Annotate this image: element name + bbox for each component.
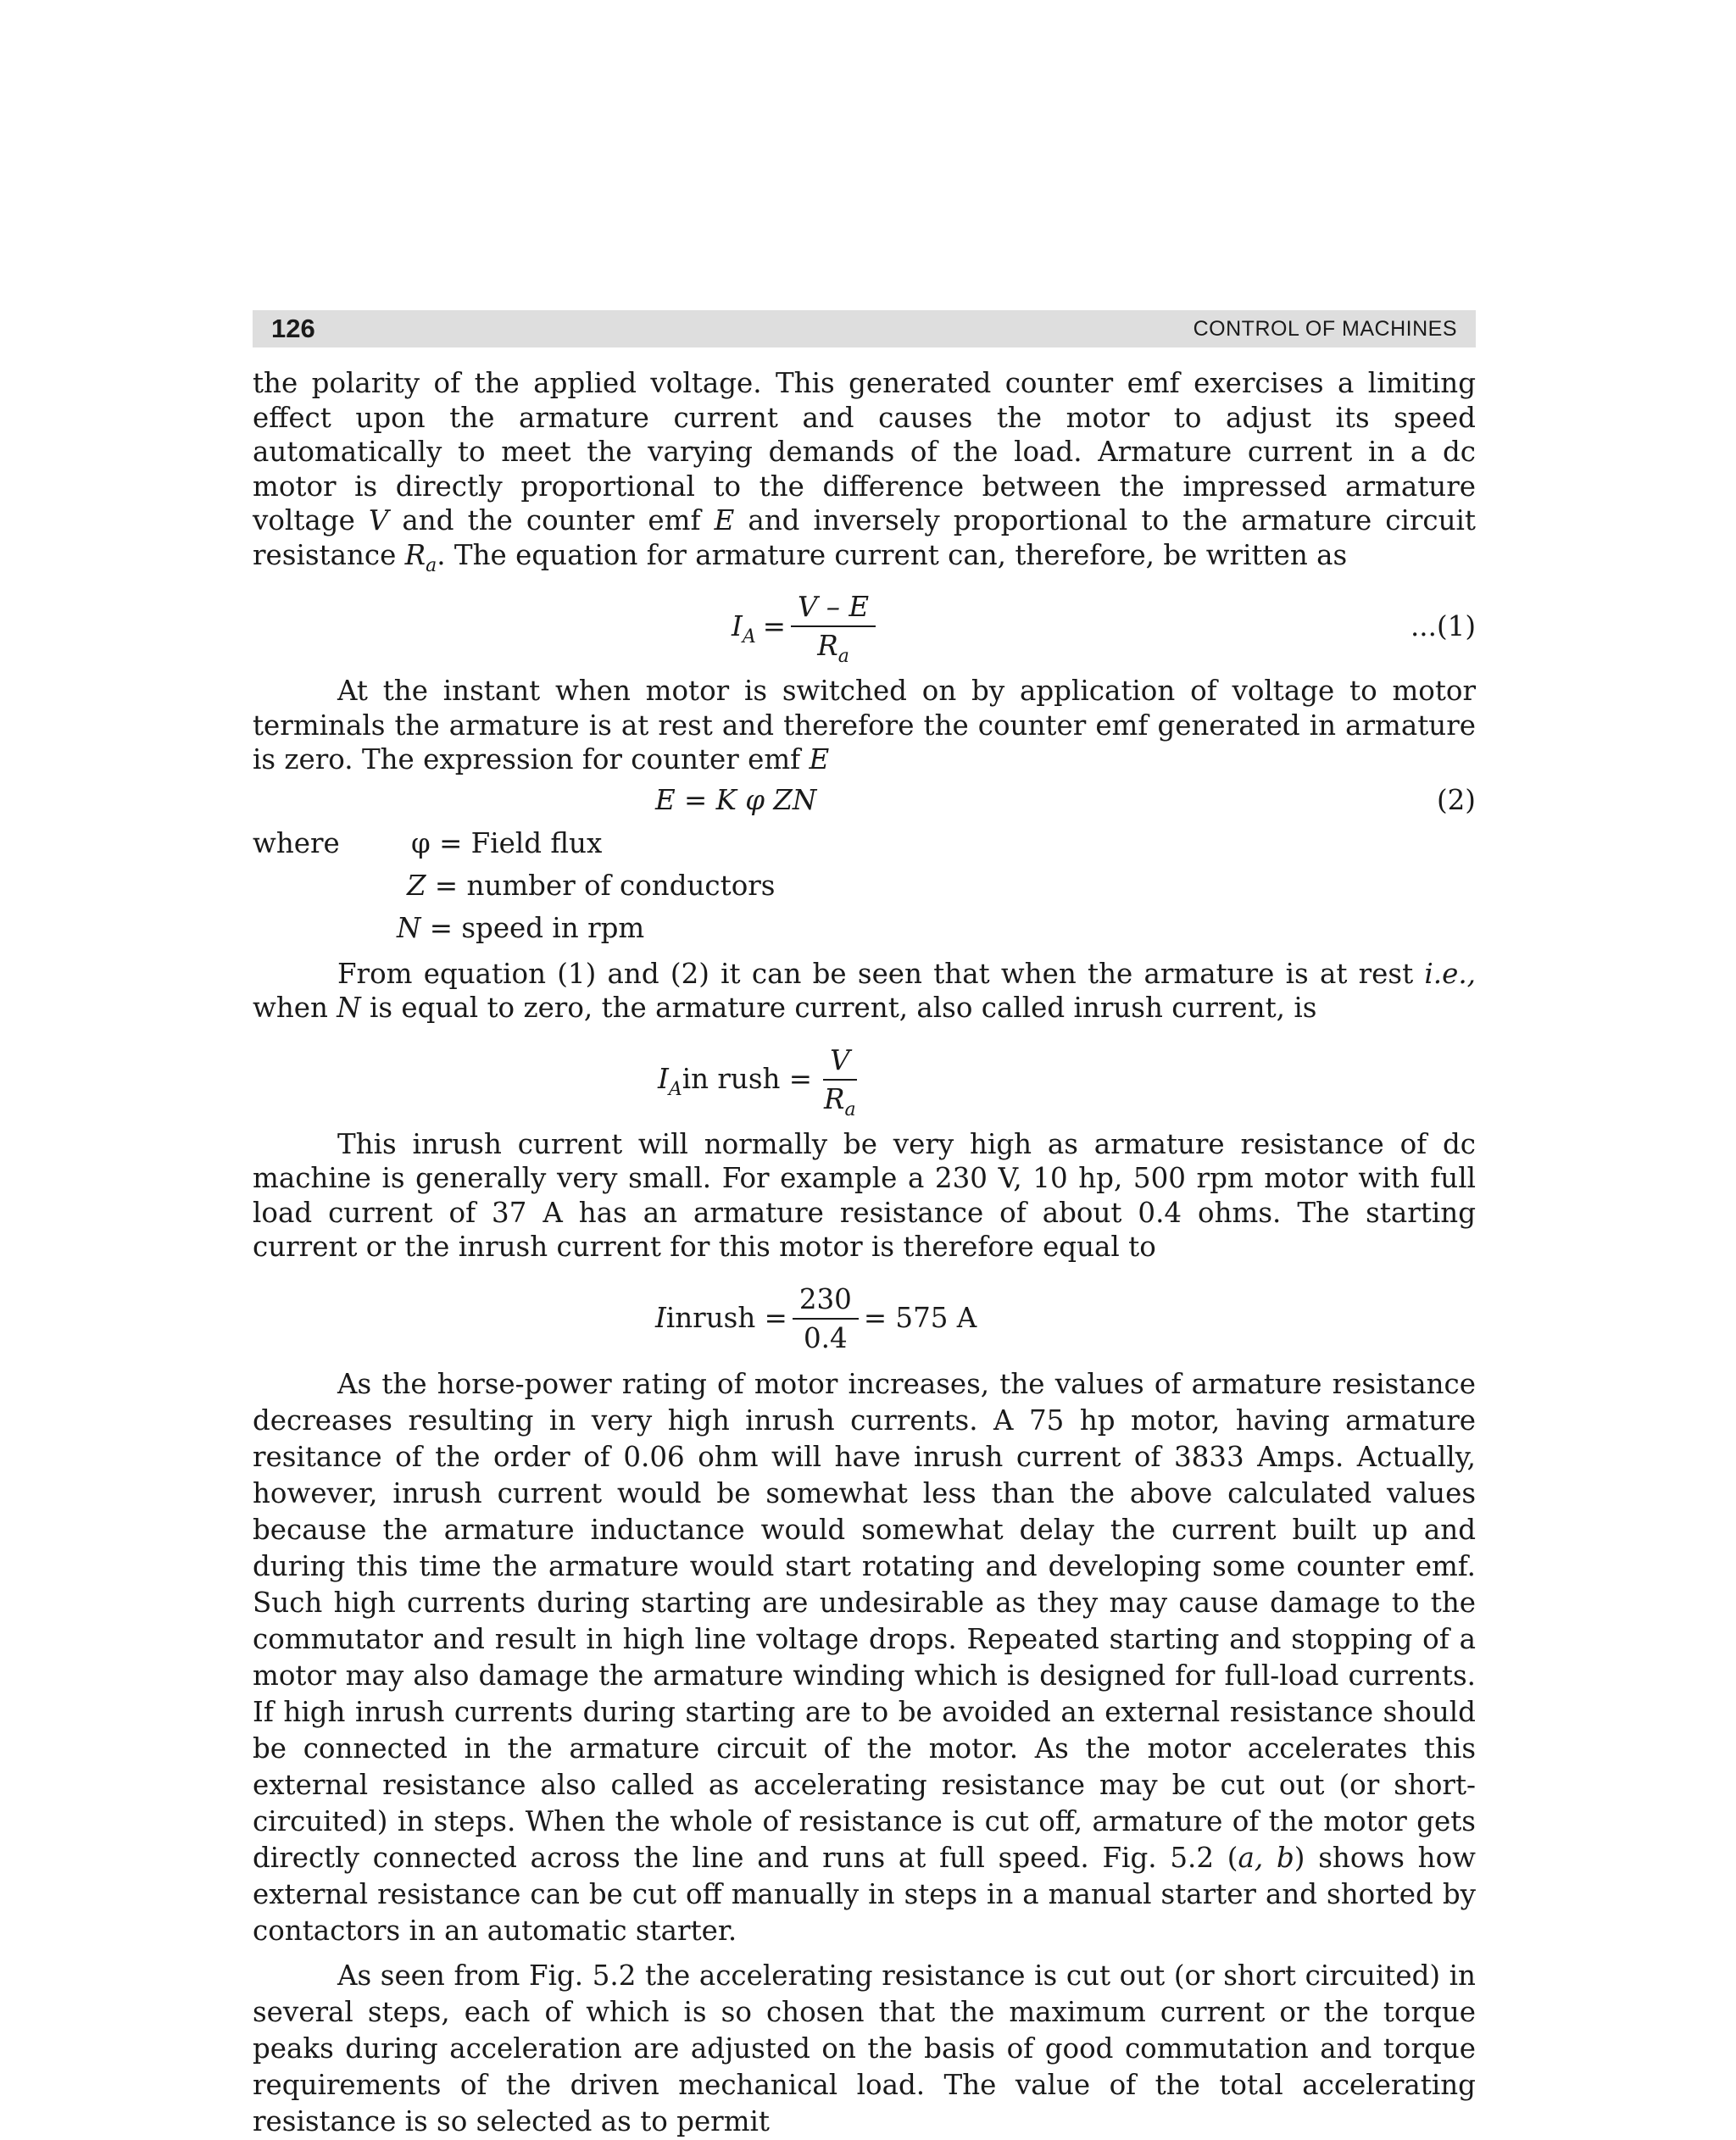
eq2-expression: E = K φ ZN	[655, 784, 817, 817]
denominator: 0.4	[803, 1321, 848, 1354]
paragraph-5	[253, 1366, 1476, 1949]
numerator: V – E	[791, 590, 876, 627]
text-run: and the counter emf	[388, 504, 715, 536]
variable-e: E	[714, 504, 735, 536]
equation-1	[253, 586, 1476, 667]
variable-v: V	[368, 504, 389, 536]
running-title: CONTROL OF MACHINES	[1193, 316, 1457, 341]
fig-part-ab: a, b	[1238, 1841, 1294, 1874]
ie-abbrev: i.e.,	[1424, 957, 1476, 990]
paragraph-4: This inrush current will normally be very high as armature resistance of dc machine is generally very small. For example a 230 V, 10 hp, 500 rpm motor with full load current of 37 A has an armature resistance of about 0.4 ohms. The starting current or the inrush current for this motor is therefore equal to	[253, 1127, 1476, 1263]
equation-number: ...(1)	[1410, 609, 1476, 642]
paragraph-3	[253, 957, 1476, 1026]
text-run: and inversely proportional to the armature circuit resistance	[253, 504, 1476, 571]
where-label: where	[253, 826, 340, 859]
paragraph-1	[253, 366, 1476, 576]
text-run: At the instant when motor is switched on by application of voltage to motor terminals the armature is at rest and therefore the counter emf generated in armature is zero. The expression for counter emf	[253, 675, 1476, 775]
variable-ra: $R_a$	[404, 538, 437, 576]
text-run: is equal to zero, the armature current, also called inrush current, is	[360, 992, 1317, 1024]
denominator: $R_a$	[817, 630, 849, 667]
text-run: ) shows how external resistance can be cut off manually in steps in a manual starter and shorted by contactors in an automatic starter.	[253, 1841, 1476, 1947]
def-n: N = speed in rpm	[397, 911, 645, 944]
equals-sign: =	[762, 609, 786, 642]
text-run: . The equation for armature current can, therefore, be written as	[437, 538, 1348, 571]
eq3-lhs: $I_A$	[658, 1063, 682, 1101]
equation-number: (2)	[1436, 784, 1476, 817]
text-run: when	[253, 992, 337, 1024]
equation-4	[253, 1278, 1476, 1359]
paragraph-2	[253, 674, 1476, 777]
paragraph-6: As seen from Fig. 5.2 the accelerating resistance is cut out (or short circuited) in several steps, each of which is so chosen that the maximum current or the torque peaks during acceleration are adjusted on the basis of good commutation and torque requirements of the driven mechanical load. The value of the total accelerating resistance is so selected as to permit	[253, 1959, 1476, 2137]
eq4-lhs: I	[655, 1302, 666, 1335]
page-header	[253, 310, 1476, 347]
page-content	[253, 366, 1476, 2140]
variable-n: N	[337, 992, 361, 1024]
equation-2	[253, 781, 1476, 821]
eq4-result: = 575 A	[863, 1302, 977, 1335]
variable-e: E	[809, 743, 830, 775]
numerator: V	[823, 1043, 856, 1081]
fraction	[793, 1282, 859, 1355]
eq3-lhs-tail: in rush =	[682, 1063, 813, 1096]
eq1-lhs: $I_A$	[732, 609, 756, 648]
variable-definitions	[253, 826, 1476, 953]
denominator: $R_a$	[824, 1082, 856, 1120]
fraction	[791, 590, 876, 667]
numerator: 230	[793, 1282, 859, 1320]
def-phi: φ = Field flux	[411, 826, 603, 859]
fraction	[817, 1043, 863, 1120]
equation-3	[253, 1039, 1476, 1120]
eq4-lhs-tail: inrush =	[665, 1302, 787, 1335]
def-z: Z = number of conductors	[407, 869, 776, 902]
text-run: As the horse-power rating of motor increases, the values of armature resistance decreases resulting in very high inrush currents. A 75 hp motor, having armature resitance of the order of 0.06 ohm will have inrush current of 3833 Amps. Actually, however, inrush current would be somewhat less than the above calculated values because the armature inductance would somewhat delay the current built up and during this time the armature would start rotating and developing some counter emf. Such high currents during starting are undesirable as they may cause damage to the commutator and result in high line voltage drops. Repeated starting and stopping of a motor may also damage the armature winding which is designed for full-load currents. If high inrush currents during starting are to be avoided an external resistance should be connected in the armature circuit of the motor. As the motor accelerates this external resistance also called as accelerating resistance may be cut out (or short-circuited) in steps. When the whole of resistance is cut off, armature of the motor gets directly connected across the line and runs at full speed. Fig. 5.2 (	[253, 1367, 1476, 1874]
text-run: From equation (1) and (2) it can be seen that when the armature is at rest	[337, 957, 1425, 990]
page-number: 126	[271, 314, 315, 343]
text-run: the polarity of the applied voltage. This generated counter emf exercises a limiting effect upon the armature current and causes the motor to adjust its speed automatically to meet the varying demands of the load. Armature current in a dc motor is directly proportional to the difference between the impressed armature voltage	[253, 367, 1476, 536]
